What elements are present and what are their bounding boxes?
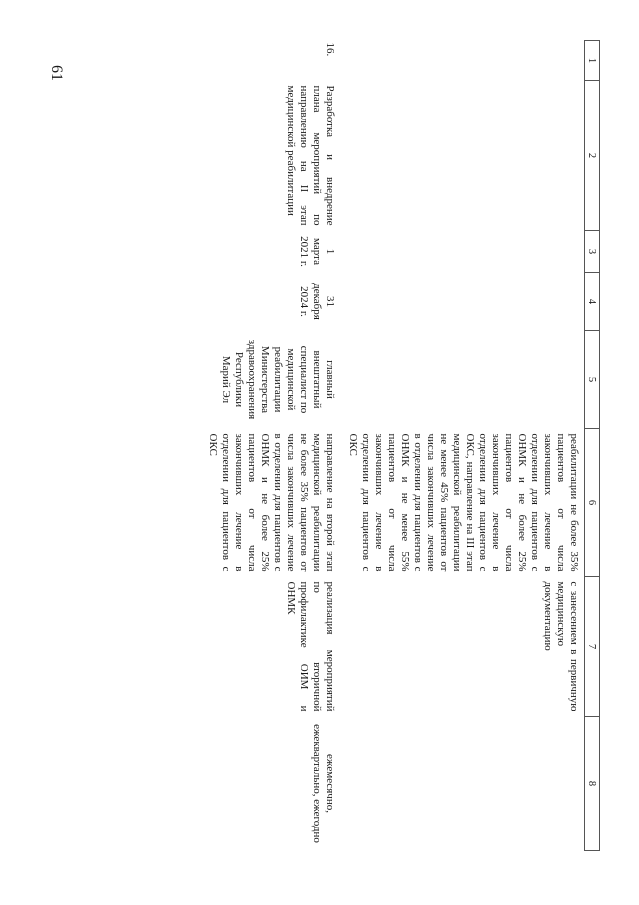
control-cell: реализация мероприятий по вторичной профилактике ОИМ и ОНМК [285,581,336,712]
result-cell: реабилитации не более 35% пациентов от числа закончивших лечение в отделении для пациентов с ОНМК и не более 25% пациентов от числа закончивших лечение в отделении для пациентов с ОКС, направление на III этап медицинской реабилитации не менее 45% пациентов от числа закончивших лечение в отделении для пациентов с ОНМК и не менее 55% пациентов от числа закончивших лечение в отделении для пациентов с ОКС [347,433,580,572]
column-header: 2 [585,81,600,231]
column-header: 6 [585,429,600,577]
column-header: 1 [585,41,600,81]
row-number: 16. [324,42,336,57]
cell-empty [340,717,585,851]
start-date-cell: 1 марта 2021 г. [298,236,336,267]
column-header: 4 [585,273,600,331]
cell-empty [340,331,585,429]
rotated-table-sheet [120,40,600,850]
measures-table [200,40,600,851]
result-cell: направление на второй этап медицинской реабилитации не более 35% пациентов от числа закончивших лечение в отделении для пациентов с ОНМК и не более 25% пациентов от числа закончивших лечение в отделении для пациентов с ОКС [207,433,336,572]
cell-empty [340,273,585,331]
column-header: 5 [585,331,600,429]
table-row [200,41,340,851]
frequency-cell: ежемесячно, ежеквартально, ежегодно [311,724,336,843]
page-number: 61 [48,65,65,81]
column-header: 7 [585,577,600,717]
column-header: 8 [585,717,600,851]
column-number-row [585,41,600,851]
column-header: 3 [585,231,600,273]
continuation-row [340,41,585,851]
cell-empty [340,231,585,273]
control-cell: с занесением в первичную медицинскую документацию [542,581,580,712]
cell-empty [340,81,585,231]
activity-cell: Разработка и внедрение плана мероприятий по направлению на II этап медицинской реабилитации [285,85,336,226]
responsible-cell: главный внештатный специалист по медицинской реабилитации Министерства здравоохранения Республики Марий Эл [220,339,336,420]
cell-empty [340,41,585,81]
end-date-cell: 31 декабря 2024 г. [298,283,336,320]
